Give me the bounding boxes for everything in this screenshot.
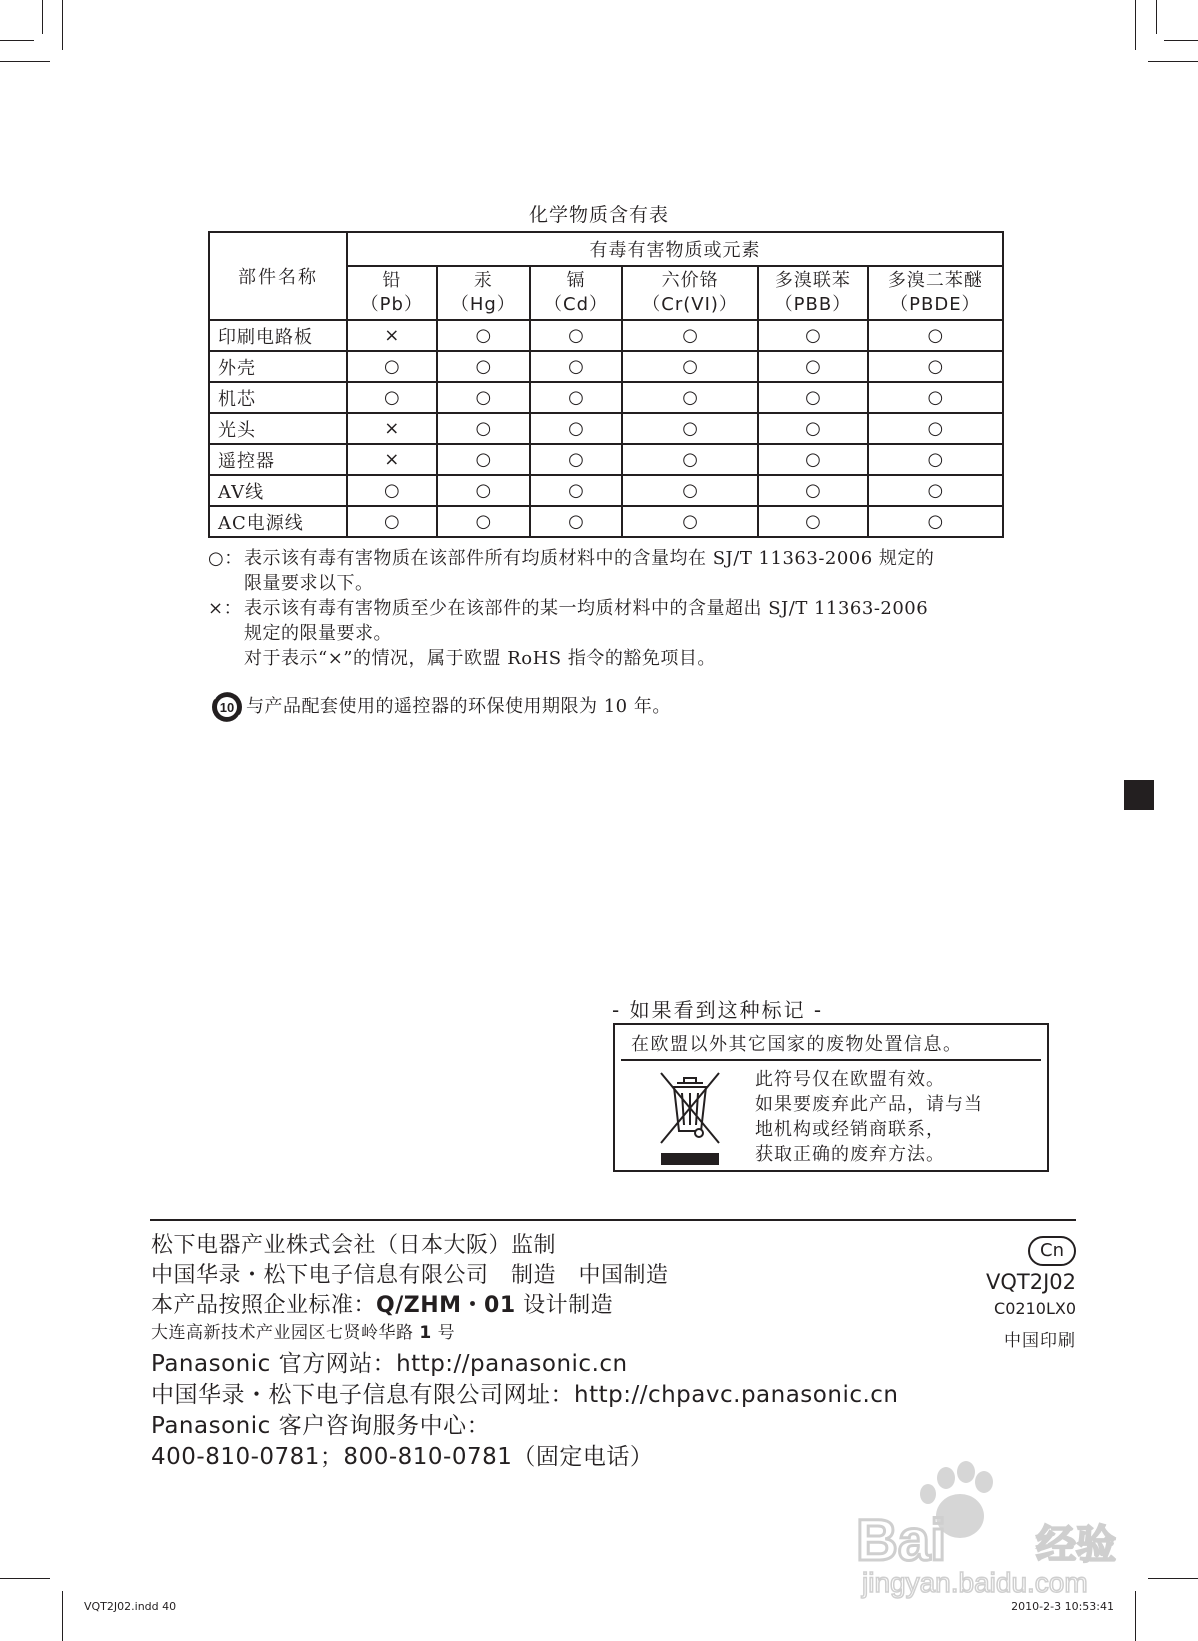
column-header-name: 六价铬 (661, 270, 719, 291)
footer-standard (151, 1288, 613, 1319)
substance-mark-cell: ○ (622, 351, 758, 382)
footer-manufacturer: 中国华录・松下电子信息有限公司 制造 中国制造 (151, 1263, 669, 1288)
baidu-jingyan-watermark (850, 1460, 1130, 1600)
column-header-symbol: （Pb） (360, 294, 423, 315)
footer-standard-code: Q/ZHM・01 (376, 1293, 516, 1318)
crossed-out-bin-icon (657, 1069, 723, 1167)
table-row (209, 382, 1003, 413)
note-cross-line2: 规定的限量要求。 (244, 623, 392, 644)
note-cross (208, 596, 928, 671)
substance-mark-cell: ○ (437, 506, 530, 537)
printed-in-china: 中国印刷 (1004, 1331, 1076, 1351)
crop-mark (0, 61, 50, 62)
note-cross-line3: 对于表示“×”的情况，属于欧盟 RoHS 指令的豁免项目。 (244, 648, 716, 669)
substance-mark-cell: ○ (437, 382, 530, 413)
part-name-cell: 遥控器 (209, 444, 347, 475)
substance-mark-cell: ○ (758, 320, 868, 351)
note-cross-line1: 表示该有毒有害物质至少在该部件的某一均质材料中的含量超出 SJ/T 11363-2006 (244, 598, 929, 619)
chemical-substance-table (208, 231, 1004, 538)
footer-standard-label: 本产品按照企业标准： (151, 1293, 377, 1318)
watermark-brand-left: Bai (856, 1508, 947, 1573)
column-header-symbol: （PBDE） (890, 294, 981, 315)
environmental-use-period-10-icon (210, 690, 244, 724)
column-header (868, 266, 1003, 320)
substance-mark-cell: ○ (622, 382, 758, 413)
footer-address-number: 1 (419, 1323, 432, 1343)
crop-mark (42, 0, 43, 34)
crop-mark (62, 1591, 63, 1641)
note-circle-line1: 表示该有毒有害物质在该部件所有均质材料中的含量均在 SJ/T 11363-2006 规定的 (244, 548, 935, 569)
substance-mark-cell: ○ (437, 475, 530, 506)
footer-website: Panasonic 官方网站：http://panasonic.cn (151, 1351, 628, 1377)
weee-box-title: 在欧盟以外其它国家的废物处置信息。 (631, 1034, 963, 1055)
file-slug: VQT2J02.indd 40 (84, 1600, 177, 1613)
substance-mark-cell: ○ (622, 444, 758, 475)
footer-address-text: 大连高新技术产业园区七贤岭华路 (151, 1323, 420, 1343)
circle-symbol: ○： (208, 548, 243, 569)
section-marker (1124, 780, 1154, 810)
document-code: VQT2J02 (986, 1270, 1076, 1294)
substance-mark-cell: × (347, 413, 437, 444)
crop-mark (0, 1578, 50, 1579)
substance-mark-cell: ○ (530, 351, 622, 382)
weee-info-box (613, 1023, 1049, 1172)
substance-mark-cell: ○ (622, 320, 758, 351)
rohs-logo-number: 10 (219, 700, 235, 715)
note-circle (208, 546, 934, 596)
crop-mark (1135, 1591, 1136, 1641)
column-header (622, 266, 758, 320)
column-header-symbol: （Hg） (450, 294, 516, 315)
column-header (758, 266, 868, 320)
substance-mark-cell: ○ (530, 382, 622, 413)
crop-mark (0, 40, 34, 41)
weee-line: 地机构或经销商联系， (755, 1119, 945, 1140)
substance-mark-cell: × (347, 444, 437, 475)
rohs-statement: 与产品配套使用的遥控器的环保使用期限为 10 年。 (246, 696, 671, 717)
part-name-cell: 外壳 (209, 351, 347, 382)
substance-mark-cell: ○ (347, 351, 437, 382)
footer-address (151, 1318, 455, 1343)
crop-mark (1148, 61, 1198, 62)
watermark-brand-cn: 经验 (1036, 1522, 1116, 1568)
column-header-symbol: （Cr(VI)） (642, 294, 738, 315)
crop-mark (1164, 40, 1198, 41)
column-header (437, 266, 530, 320)
substance-mark-cell: ○ (347, 475, 437, 506)
document-subcode: C0210LX0 (994, 1299, 1076, 1318)
substance-mark-cell: ○ (437, 444, 530, 475)
table-row (209, 444, 1003, 475)
footer-standard-suffix: 设计制造 (515, 1293, 614, 1318)
watermark-brand-right: du (968, 1518, 1027, 1571)
table-row (209, 351, 1003, 382)
table-row (209, 320, 1003, 351)
substance-mark-cell: ○ (622, 413, 758, 444)
table-row (209, 475, 1003, 506)
part-name-cell: 印刷电路板 (209, 320, 347, 351)
substance-mark-cell: ○ (868, 475, 1003, 506)
crop-mark (1148, 1578, 1198, 1579)
substance-mark-cell: ○ (530, 506, 622, 537)
substance-mark-cell: ○ (530, 413, 622, 444)
weee-line: 此符号仅在欧盟有效。 (755, 1069, 945, 1090)
column-header-name: 镉 (566, 270, 586, 291)
table-row (209, 413, 1003, 444)
footer-phone: 400-810-0781；800-810-0781（固定电话） (151, 1444, 654, 1470)
table-title: 化学物质含有表 (528, 204, 669, 226)
substance-mark-cell: ○ (868, 382, 1003, 413)
substance-mark-cell: ○ (758, 444, 868, 475)
weee-heading: - 如果看到这种标记 - (612, 998, 824, 1022)
column-header (530, 266, 622, 320)
substance-mark-cell: ○ (530, 475, 622, 506)
table-body (209, 320, 1003, 537)
crop-mark (62, 0, 63, 50)
part-name-cell: 机芯 (209, 382, 347, 413)
weee-line: 如果要废弃此产品，请与当 (755, 1094, 983, 1115)
substance-mark-cell: ○ (347, 506, 437, 537)
substance-mark-cell: ○ (437, 320, 530, 351)
substance-mark-cell: ○ (530, 320, 622, 351)
substance-mark-cell: ○ (758, 506, 868, 537)
footer-service-center: Panasonic 客户咨询服务中心： (151, 1413, 491, 1439)
footer-divider (150, 1219, 1076, 1221)
column-header-name: 汞 (473, 270, 493, 291)
column-header (347, 266, 437, 320)
date-slug: 2010-2-3 10:53:41 (1011, 1600, 1114, 1613)
part-name-cell: AV线 (209, 475, 347, 506)
substance-mark-cell: ○ (758, 351, 868, 382)
footer-supervisor: 松下电器产业株式会社（日本大阪）监制 (151, 1233, 557, 1258)
substance-mark-cell: ○ (622, 475, 758, 506)
footer-company-website: 中国华录・松下电子信息有限公司网址：http://chpavc.panasonic.cn (151, 1382, 899, 1408)
weee-box-divider (621, 1059, 1041, 1061)
cross-symbol: ×： (208, 598, 243, 619)
watermark-url: jingyan.baidu.com (862, 1567, 1088, 1598)
column-header-name: 铅 (382, 270, 402, 291)
part-name-cell: AC电源线 (209, 506, 347, 537)
substance-mark-cell: ○ (530, 444, 622, 475)
crop-mark (1135, 0, 1136, 50)
substance-mark-cell: ○ (758, 382, 868, 413)
column-header-symbol: （Cd） (544, 294, 608, 315)
column-header-name: 多溴二苯醚 (887, 270, 983, 291)
weee-text (755, 1067, 983, 1167)
substance-mark-cell: ○ (868, 320, 1003, 351)
substance-mark-cell: ○ (347, 382, 437, 413)
substance-mark-cell: ○ (868, 351, 1003, 382)
crop-mark (1156, 0, 1157, 34)
weee-line: 获取正确的废弃方法。 (755, 1144, 945, 1165)
column-header-symbol: （PBB） (774, 294, 852, 315)
substance-mark-cell: ○ (437, 413, 530, 444)
hazardous-substances-header: 有毒有害物质或元素 (347, 232, 1003, 266)
substance-mark-cell: ○ (868, 444, 1003, 475)
part-name-header: 部件名称 (209, 232, 347, 320)
column-header-name: 多溴联苯 (774, 270, 851, 291)
substance-mark-cell: × (347, 320, 437, 351)
substance-mark-cell: ○ (622, 506, 758, 537)
substance-mark-cell: ○ (868, 413, 1003, 444)
substance-mark-cell: ○ (758, 475, 868, 506)
table-row (209, 506, 1003, 537)
substance-mark-cell: ○ (868, 506, 1003, 537)
substance-mark-cell: ○ (437, 351, 530, 382)
region-badge: Cn (1028, 1236, 1076, 1266)
substance-mark-cell: ○ (758, 413, 868, 444)
part-name-cell: 光头 (209, 413, 347, 444)
note-circle-line2: 限量要求以下。 (244, 573, 374, 594)
footer-address-suffix: 号 (431, 1323, 456, 1343)
